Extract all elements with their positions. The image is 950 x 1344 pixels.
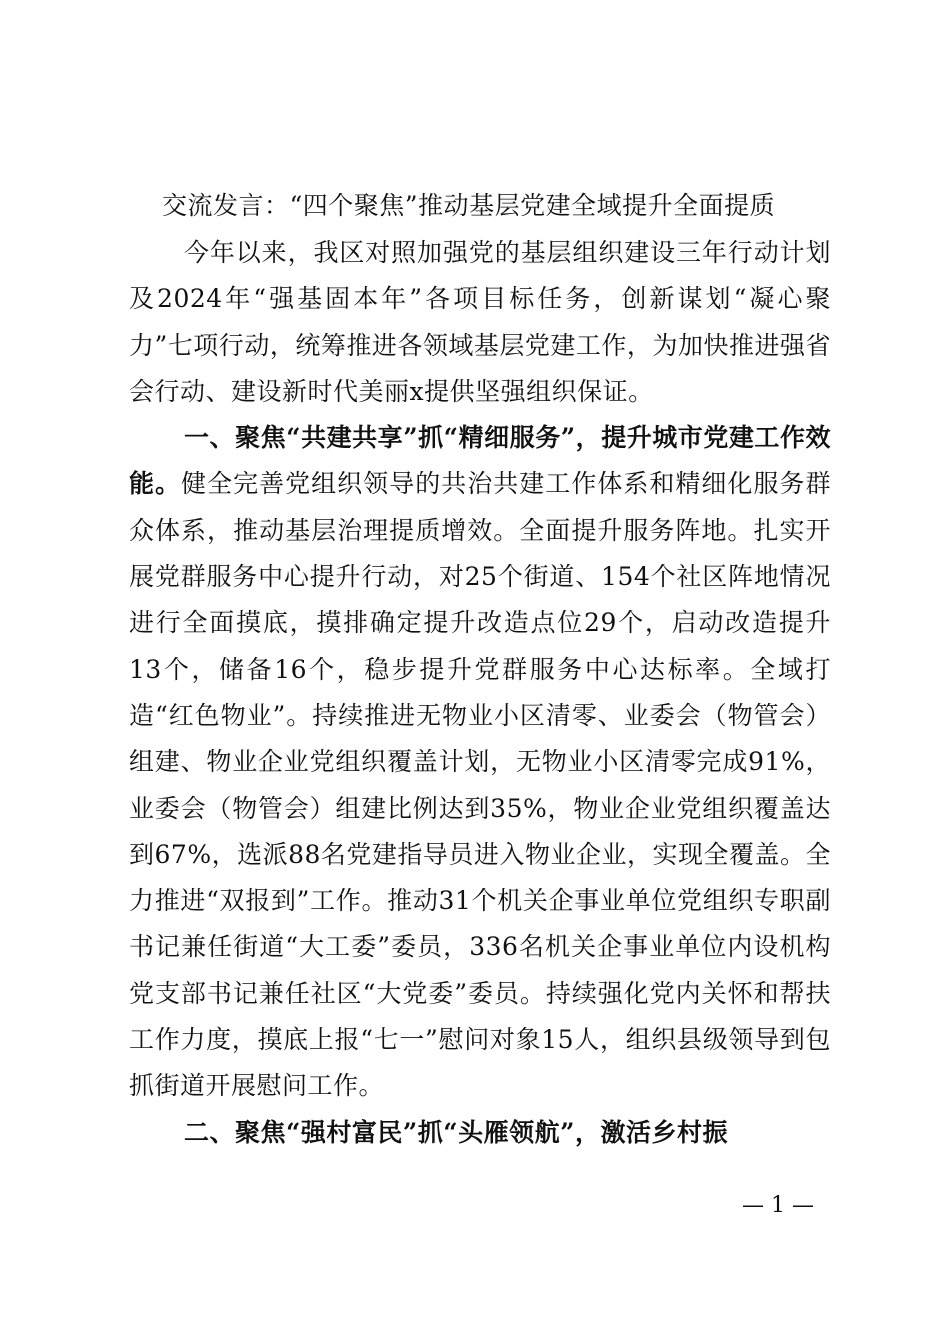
page-number: — 1 —: [742, 1193, 814, 1218]
section-1-body: 健全完善党组织领导的共治共建工作体系和精细化服务群众体系，推动基层治理提质增效。全面提升服务阵地。扎实开展党群服务中心提升行动，对25个街道、154个社区阵地情况进行全面摸底，摸排确定提升改造点位29个，启动改造提升13个，储备16个，稳步提升党群服务中心达标率。全域打造“红色物业”。持续推进无物业小区清零、业委会（物管会）组建、物业企业党组织覆盖计划，无物业小区清零完成91%，业委会（物管会）组建比例达到35%，物业企业党组织覆盖达到67%，选派88名党建指导员进入物业企业，实现全覆盖。全力推进“双报到”工作。推动31个机关企事业单位党组织专职副书记兼任街道“大工委”委员，336名机关企事业单位内设机构党支部书记兼任社区“大党委”委员。持续强化党内关怀和帮扶工作力度，摸底上报“七一”慰问对象15人，组织县级领导到包抓街道开展慰问工作。: [129, 469, 831, 1101]
intro-paragraph: 今年以来，我区对照加强党的基层组织建设三年行动计划及2024年“强基固本年”各项目标任务，创新谋划“凝心聚力”七项行动，统筹推进各领域基层党建工作，为加快推进强省会行动、建设新时代美丽x提供坚强组织保证。: [129, 238, 831, 406]
section-1-paragraph: [129, 415, 831, 1109]
document-title: 交流发言：“四个聚焦”推动基层党建全域提升全面提质: [162, 191, 776, 220]
section-2-heading: 二、聚焦“强村富民”抓“头雁领航”，激活乡村振: [184, 1117, 729, 1147]
section-2-paragraph: [129, 1110, 831, 1156]
document-body: [129, 230, 831, 1156]
section-1-heading: 一、聚焦“共建共享”抓“精细服务”，提升城市党建工作效能。: [129, 423, 831, 499]
